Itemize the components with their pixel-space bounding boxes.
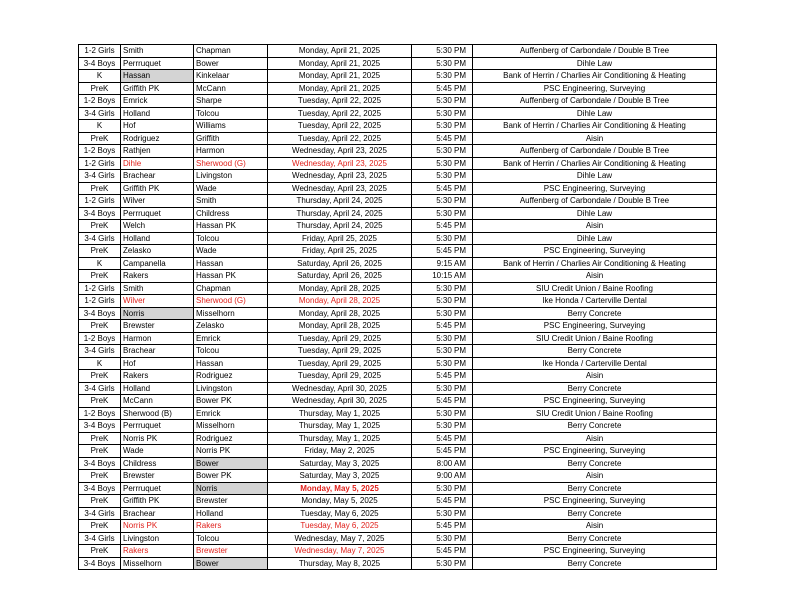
time-cell: 5:30 PM bbox=[412, 232, 473, 245]
date-cell: Tuesday, April 22, 2025 bbox=[268, 107, 412, 120]
home-team-cell: Misselhorn bbox=[121, 557, 194, 570]
away-team-cell: Williams bbox=[194, 120, 268, 133]
date-cell: Wednesday, April 23, 2025 bbox=[268, 170, 412, 183]
sponsor-cell: Aisin bbox=[473, 270, 717, 283]
sponsor-cell: Berry Concrete bbox=[473, 507, 717, 520]
date-cell: Tuesday, May 6, 2025 bbox=[268, 520, 412, 533]
date-cell: Thursday, April 24, 2025 bbox=[268, 195, 412, 208]
sponsor-cell: Berry Concrete bbox=[473, 532, 717, 545]
division-cell: 1-2 Girls bbox=[79, 295, 121, 308]
away-team-cell: Harmon bbox=[194, 145, 268, 158]
date-cell: Wednesday, April 23, 2025 bbox=[268, 182, 412, 195]
away-team-cell: Tolcou bbox=[194, 232, 268, 245]
division-cell: PreK bbox=[79, 432, 121, 445]
sponsor-cell: PSC Engineering, Surveying bbox=[473, 545, 717, 558]
home-team-cell: McCann bbox=[121, 395, 194, 408]
division-cell: 3-4 Girls bbox=[79, 507, 121, 520]
sponsor-cell: Bank of Herrin / Charlies Air Conditioning & Heating bbox=[473, 157, 717, 170]
sponsor-cell: Auffenberg of Carbondale / Double B Tree bbox=[473, 145, 717, 158]
date-cell: Monday, April 21, 2025 bbox=[268, 57, 412, 70]
table-row bbox=[79, 307, 717, 320]
table-row bbox=[79, 45, 717, 58]
table-row bbox=[79, 545, 717, 558]
time-cell: 5:45 PM bbox=[412, 432, 473, 445]
division-cell: 3-4 Girls bbox=[79, 170, 121, 183]
table-row bbox=[79, 207, 717, 220]
sponsor-cell: PSC Engineering, Surveying bbox=[473, 82, 717, 95]
away-team-cell: Rodriguez bbox=[194, 432, 268, 445]
division-cell: K bbox=[79, 120, 121, 133]
date-cell: Tuesday, April 22, 2025 bbox=[268, 95, 412, 108]
home-team-cell: Rakers bbox=[121, 370, 194, 383]
table-row bbox=[79, 395, 717, 408]
home-team-cell: Holland bbox=[121, 232, 194, 245]
away-team-cell: Hassan PK bbox=[194, 220, 268, 233]
sponsor-cell: Ike Honda / Carterville Dental bbox=[473, 357, 717, 370]
sponsor-cell: Berry Concrete bbox=[473, 307, 717, 320]
date-cell: Wednesday, April 30, 2025 bbox=[268, 395, 412, 408]
away-team-cell: Sherwood (G) bbox=[194, 157, 268, 170]
time-cell: 5:30 PM bbox=[412, 207, 473, 220]
home-team-cell: Rakers bbox=[121, 270, 194, 283]
home-team-cell: Perrruquet bbox=[121, 482, 194, 495]
date-cell: Wednesday, May 7, 2025 bbox=[268, 545, 412, 558]
sponsor-cell: PSC Engineering, Surveying bbox=[473, 245, 717, 258]
time-cell: 5:30 PM bbox=[412, 345, 473, 358]
time-cell: 5:30 PM bbox=[412, 382, 473, 395]
date-cell: Wednesday, April 23, 2025 bbox=[268, 157, 412, 170]
time-cell: 5:30 PM bbox=[412, 170, 473, 183]
division-cell: K bbox=[79, 357, 121, 370]
away-team-cell: Sharpe bbox=[194, 95, 268, 108]
table-row bbox=[79, 345, 717, 358]
division-cell: 3-4 Boys bbox=[79, 207, 121, 220]
time-cell: 5:45 PM bbox=[412, 182, 473, 195]
division-cell: 3-4 Girls bbox=[79, 232, 121, 245]
away-team-cell: Rakers bbox=[194, 520, 268, 533]
sponsor-cell: Berry Concrete bbox=[473, 557, 717, 570]
division-cell: 3-4 Boys bbox=[79, 307, 121, 320]
sponsor-cell: Auffenberg of Carbondale / Double B Tree bbox=[473, 95, 717, 108]
division-cell: 3-4 Boys bbox=[79, 57, 121, 70]
division-cell: 1-2 Boys bbox=[79, 332, 121, 345]
time-cell: 5:45 PM bbox=[412, 320, 473, 333]
sponsor-cell: Aisin bbox=[473, 370, 717, 383]
home-team-cell: Childress bbox=[121, 457, 194, 470]
sponsor-cell: PSC Engineering, Surveying bbox=[473, 182, 717, 195]
home-team-cell: Rathjen bbox=[121, 145, 194, 158]
away-team-cell: Wade bbox=[194, 245, 268, 258]
table-row bbox=[79, 357, 717, 370]
table-row bbox=[79, 445, 717, 458]
table-row bbox=[79, 120, 717, 133]
division-cell: 1-2 Girls bbox=[79, 157, 121, 170]
away-team-cell: Childress bbox=[194, 207, 268, 220]
home-team-cell: Brachear bbox=[121, 170, 194, 183]
division-cell: PreK bbox=[79, 545, 121, 558]
division-cell: 3-4 Boys bbox=[79, 420, 121, 433]
sponsor-cell: SIU Credit Union / Baine Roofing bbox=[473, 407, 717, 420]
time-cell: 5:30 PM bbox=[412, 420, 473, 433]
date-cell: Thursday, May 1, 2025 bbox=[268, 432, 412, 445]
division-cell: 1-2 Boys bbox=[79, 407, 121, 420]
time-cell: 5:45 PM bbox=[412, 445, 473, 458]
time-cell: 5:45 PM bbox=[412, 220, 473, 233]
home-team-cell: Wilver bbox=[121, 295, 194, 308]
table-row bbox=[79, 482, 717, 495]
sponsor-cell: SIU Credit Union / Baine Roofing bbox=[473, 282, 717, 295]
division-cell: 1-2 Girls bbox=[79, 282, 121, 295]
sponsor-cell: Ike Honda / Carterville Dental bbox=[473, 295, 717, 308]
table-row bbox=[79, 420, 717, 433]
sponsor-cell: PSC Engineering, Surveying bbox=[473, 445, 717, 458]
home-team-cell: Brachear bbox=[121, 345, 194, 358]
sponsor-cell: PSC Engineering, Surveying bbox=[473, 495, 717, 508]
time-cell: 5:45 PM bbox=[412, 245, 473, 258]
table-row bbox=[79, 332, 717, 345]
sponsor-cell: Berry Concrete bbox=[473, 482, 717, 495]
away-team-cell: Norris bbox=[194, 482, 268, 495]
table-row bbox=[79, 457, 717, 470]
table-row bbox=[79, 107, 717, 120]
away-team-cell: Livingston bbox=[194, 382, 268, 395]
division-cell: PreK bbox=[79, 370, 121, 383]
division-cell: K bbox=[79, 70, 121, 83]
table-row bbox=[79, 382, 717, 395]
time-cell: 5:30 PM bbox=[412, 107, 473, 120]
time-cell: 8:00 AM bbox=[412, 457, 473, 470]
time-cell: 5:30 PM bbox=[412, 70, 473, 83]
home-team-cell: Zelasko bbox=[121, 245, 194, 258]
table-row bbox=[79, 57, 717, 70]
division-cell: PreK bbox=[79, 495, 121, 508]
away-team-cell: Kinkelaar bbox=[194, 70, 268, 83]
home-team-cell: Griffith PK bbox=[121, 82, 194, 95]
time-cell: 5:30 PM bbox=[412, 282, 473, 295]
table-row bbox=[79, 432, 717, 445]
sponsor-cell: Berry Concrete bbox=[473, 382, 717, 395]
division-cell: PreK bbox=[79, 445, 121, 458]
away-team-cell: Brewster bbox=[194, 495, 268, 508]
home-team-cell: Dihle bbox=[121, 157, 194, 170]
table-row bbox=[79, 257, 717, 270]
date-cell: Monday, April 28, 2025 bbox=[268, 295, 412, 308]
division-cell: 3-4 Boys bbox=[79, 557, 121, 570]
table-row bbox=[79, 495, 717, 508]
home-team-cell: Perrruquet bbox=[121, 420, 194, 433]
away-team-cell: Wade bbox=[194, 182, 268, 195]
home-team-cell: Rodriguez bbox=[121, 132, 194, 145]
sponsor-cell: Dihle Law bbox=[473, 232, 717, 245]
home-team-cell: Welch bbox=[121, 220, 194, 233]
division-cell: PreK bbox=[79, 182, 121, 195]
division-cell: 1-2 Girls bbox=[79, 45, 121, 58]
away-team-cell: Holland bbox=[194, 507, 268, 520]
table-row bbox=[79, 270, 717, 283]
division-cell: PreK bbox=[79, 270, 121, 283]
time-cell: 5:45 PM bbox=[412, 395, 473, 408]
date-cell: Monday, April 21, 2025 bbox=[268, 70, 412, 83]
table-row bbox=[79, 370, 717, 383]
date-cell: Monday, April 21, 2025 bbox=[268, 82, 412, 95]
table-row bbox=[79, 320, 717, 333]
home-team-cell: Norris PK bbox=[121, 520, 194, 533]
time-cell: 5:45 PM bbox=[412, 495, 473, 508]
division-cell: PreK bbox=[79, 132, 121, 145]
table-row bbox=[79, 132, 717, 145]
sponsor-cell: Dihle Law bbox=[473, 57, 717, 70]
away-team-cell: Hassan bbox=[194, 357, 268, 370]
time-cell: 5:30 PM bbox=[412, 120, 473, 133]
time-cell: 5:30 PM bbox=[412, 145, 473, 158]
home-team-cell: Norris PK bbox=[121, 432, 194, 445]
date-cell: Monday, April 21, 2025 bbox=[268, 45, 412, 58]
sponsor-cell: Bank of Herrin / Charlies Air Conditioning & Heating bbox=[473, 257, 717, 270]
table-row bbox=[79, 182, 717, 195]
away-team-cell: Chapman bbox=[194, 282, 268, 295]
table-row bbox=[79, 145, 717, 158]
division-cell: 1-2 Girls bbox=[79, 195, 121, 208]
sponsor-cell: Aisin bbox=[473, 432, 717, 445]
date-cell: Thursday, May 8, 2025 bbox=[268, 557, 412, 570]
table-row bbox=[79, 95, 717, 108]
division-cell: 3-4 Girls bbox=[79, 107, 121, 120]
division-cell: 3-4 Girls bbox=[79, 345, 121, 358]
date-cell: Thursday, April 24, 2025 bbox=[268, 220, 412, 233]
date-cell: Friday, April 25, 2025 bbox=[268, 232, 412, 245]
time-cell: 5:30 PM bbox=[412, 95, 473, 108]
home-team-cell: Hof bbox=[121, 357, 194, 370]
table-row bbox=[79, 282, 717, 295]
home-team-cell: Brewster bbox=[121, 320, 194, 333]
date-cell: Wednesday, April 23, 2025 bbox=[268, 145, 412, 158]
away-team-cell: Bower bbox=[194, 557, 268, 570]
home-team-cell: Campanella bbox=[121, 257, 194, 270]
home-team-cell: Harmon bbox=[121, 332, 194, 345]
date-cell: Thursday, May 1, 2025 bbox=[268, 420, 412, 433]
date-cell: Monday, April 28, 2025 bbox=[268, 320, 412, 333]
date-cell: Saturday, April 26, 2025 bbox=[268, 270, 412, 283]
sponsor-cell: Auffenberg of Carbondale / Double B Tree bbox=[473, 45, 717, 58]
time-cell: 5:45 PM bbox=[412, 545, 473, 558]
sponsor-cell: Aisin bbox=[473, 132, 717, 145]
table-row bbox=[79, 407, 717, 420]
division-cell: 3-4 Girls bbox=[79, 532, 121, 545]
division-cell: PreK bbox=[79, 320, 121, 333]
away-team-cell: Tolcou bbox=[194, 345, 268, 358]
away-team-cell: Griffith bbox=[194, 132, 268, 145]
date-cell: Monday, April 28, 2025 bbox=[268, 282, 412, 295]
time-cell: 5:30 PM bbox=[412, 407, 473, 420]
away-team-cell: Chapman bbox=[194, 45, 268, 58]
home-team-cell: Perrruquet bbox=[121, 207, 194, 220]
home-team-cell: Griffith PK bbox=[121, 495, 194, 508]
home-team-cell: Smith bbox=[121, 282, 194, 295]
division-cell: PreK bbox=[79, 82, 121, 95]
date-cell: Thursday, April 24, 2025 bbox=[268, 207, 412, 220]
away-team-cell: Bower bbox=[194, 57, 268, 70]
home-team-cell: Hof bbox=[121, 120, 194, 133]
away-team-cell: Bower PK bbox=[194, 395, 268, 408]
away-team-cell: Misselhorn bbox=[194, 307, 268, 320]
home-team-cell: Smith bbox=[121, 45, 194, 58]
date-cell: Tuesday, April 22, 2025 bbox=[268, 120, 412, 133]
home-team-cell: Livingston bbox=[121, 532, 194, 545]
away-team-cell: Hassan bbox=[194, 257, 268, 270]
date-cell: Wednesday, May 7, 2025 bbox=[268, 532, 412, 545]
table-row bbox=[79, 532, 717, 545]
away-team-cell: Emrick bbox=[194, 407, 268, 420]
date-cell: Tuesday, April 22, 2025 bbox=[268, 132, 412, 145]
table-row bbox=[79, 232, 717, 245]
division-cell: 3-4 Girls bbox=[79, 382, 121, 395]
table-row bbox=[79, 70, 717, 83]
time-cell: 5:30 PM bbox=[412, 195, 473, 208]
time-cell: 5:30 PM bbox=[412, 482, 473, 495]
home-team-cell: Brachear bbox=[121, 507, 194, 520]
home-team-cell: Holland bbox=[121, 107, 194, 120]
time-cell: 5:30 PM bbox=[412, 532, 473, 545]
date-cell: Monday, May 5, 2025 bbox=[268, 482, 412, 495]
division-cell: 3-4 Boys bbox=[79, 457, 121, 470]
time-cell: 5:30 PM bbox=[412, 332, 473, 345]
away-team-cell: Sherwood (G) bbox=[194, 295, 268, 308]
sponsor-cell: PSC Engineering, Surveying bbox=[473, 395, 717, 408]
time-cell: 5:45 PM bbox=[412, 132, 473, 145]
table-row bbox=[79, 220, 717, 233]
time-cell: 10:15 AM bbox=[412, 270, 473, 283]
division-cell: PreK bbox=[79, 470, 121, 483]
sponsor-cell: Bank of Herrin / Charlies Air Conditioning & Heating bbox=[473, 70, 717, 83]
sponsor-cell: Auffenberg of Carbondale / Double B Tree bbox=[473, 195, 717, 208]
sponsor-cell: Berry Concrete bbox=[473, 345, 717, 358]
date-cell: Friday, April 25, 2025 bbox=[268, 245, 412, 258]
sponsor-cell: PSC Engineering, Surveying bbox=[473, 320, 717, 333]
time-cell: 5:30 PM bbox=[412, 295, 473, 308]
away-team-cell: Zelasko bbox=[194, 320, 268, 333]
home-team-cell: Emrick bbox=[121, 95, 194, 108]
sponsor-cell: Dihle Law bbox=[473, 107, 717, 120]
home-team-cell: Sherwood (B) bbox=[121, 407, 194, 420]
time-cell: 5:30 PM bbox=[412, 357, 473, 370]
home-team-cell: Norris bbox=[121, 307, 194, 320]
time-cell: 5:30 PM bbox=[412, 307, 473, 320]
division-cell: PreK bbox=[79, 220, 121, 233]
away-team-cell: Brewster bbox=[194, 545, 268, 558]
home-team-cell: Wade bbox=[121, 445, 194, 458]
time-cell: 9:00 AM bbox=[412, 470, 473, 483]
away-team-cell: Norris PK bbox=[194, 445, 268, 458]
date-cell: Saturday, May 3, 2025 bbox=[268, 457, 412, 470]
date-cell: Thursday, May 1, 2025 bbox=[268, 407, 412, 420]
sponsor-cell: Bank of Herrin / Charlies Air Conditioning & Heating bbox=[473, 120, 717, 133]
away-team-cell: McCann bbox=[194, 82, 268, 95]
time-cell: 5:30 PM bbox=[412, 57, 473, 70]
away-team-cell: Rodriguez bbox=[194, 370, 268, 383]
away-team-cell: Emrick bbox=[194, 332, 268, 345]
home-team-cell: Griffith PK bbox=[121, 182, 194, 195]
home-team-cell: Perrruquet bbox=[121, 57, 194, 70]
time-cell: 9:15 AM bbox=[412, 257, 473, 270]
time-cell: 5:30 PM bbox=[412, 157, 473, 170]
time-cell: 5:45 PM bbox=[412, 520, 473, 533]
home-team-cell: Holland bbox=[121, 382, 194, 395]
table-row bbox=[79, 557, 717, 570]
sponsor-cell: Aisin bbox=[473, 520, 717, 533]
table-row bbox=[79, 245, 717, 258]
away-team-cell: Bower bbox=[194, 457, 268, 470]
sponsor-cell: Berry Concrete bbox=[473, 420, 717, 433]
schedule-table bbox=[78, 44, 717, 570]
table-row bbox=[79, 520, 717, 533]
time-cell: 5:30 PM bbox=[412, 557, 473, 570]
home-team-cell: Brewster bbox=[121, 470, 194, 483]
sponsor-cell: SIU Credit Union / Baine Roofing bbox=[473, 332, 717, 345]
table-row bbox=[79, 295, 717, 308]
time-cell: 5:30 PM bbox=[412, 45, 473, 58]
division-cell: 3-4 Boys bbox=[79, 482, 121, 495]
table-row bbox=[79, 157, 717, 170]
date-cell: Tuesday, April 29, 2025 bbox=[268, 345, 412, 358]
away-team-cell: Misselhorn bbox=[194, 420, 268, 433]
away-team-cell: Hassan PK bbox=[194, 270, 268, 283]
date-cell: Tuesday, May 6, 2025 bbox=[268, 507, 412, 520]
time-cell: 5:45 PM bbox=[412, 82, 473, 95]
division-cell: 1-2 Boys bbox=[79, 95, 121, 108]
division-cell: K bbox=[79, 257, 121, 270]
date-cell: Saturday, April 26, 2025 bbox=[268, 257, 412, 270]
division-cell: PreK bbox=[79, 395, 121, 408]
away-team-cell: Tolcou bbox=[194, 532, 268, 545]
home-team-cell: Wilver bbox=[121, 195, 194, 208]
away-team-cell: Bower PK bbox=[194, 470, 268, 483]
table-row bbox=[79, 470, 717, 483]
sponsor-cell: Aisin bbox=[473, 470, 717, 483]
date-cell: Tuesday, April 29, 2025 bbox=[268, 357, 412, 370]
schedule-body bbox=[79, 45, 717, 570]
date-cell: Monday, April 28, 2025 bbox=[268, 307, 412, 320]
date-cell: Tuesday, April 29, 2025 bbox=[268, 370, 412, 383]
date-cell: Friday, May 2, 2025 bbox=[268, 445, 412, 458]
time-cell: 5:45 PM bbox=[412, 370, 473, 383]
sponsor-cell: Dihle Law bbox=[473, 170, 717, 183]
sponsor-cell: Berry Concrete bbox=[473, 457, 717, 470]
division-cell: PreK bbox=[79, 245, 121, 258]
time-cell: 5:30 PM bbox=[412, 507, 473, 520]
away-team-cell: Smith bbox=[194, 195, 268, 208]
home-team-cell: Rakers bbox=[121, 545, 194, 558]
sponsor-cell: Dihle Law bbox=[473, 207, 717, 220]
sponsor-cell: Aisin bbox=[473, 220, 717, 233]
away-team-cell: Tolcou bbox=[194, 107, 268, 120]
table-row bbox=[79, 195, 717, 208]
table-row bbox=[79, 82, 717, 95]
date-cell: Monday, May 5, 2025 bbox=[268, 495, 412, 508]
table-row bbox=[79, 507, 717, 520]
home-team-cell: Hassan bbox=[121, 70, 194, 83]
table-row bbox=[79, 170, 717, 183]
division-cell: 1-2 Boys bbox=[79, 145, 121, 158]
date-cell: Wednesday, April 30, 2025 bbox=[268, 382, 412, 395]
division-cell: PreK bbox=[79, 520, 121, 533]
date-cell: Tuesday, April 29, 2025 bbox=[268, 332, 412, 345]
away-team-cell: Livingston bbox=[194, 170, 268, 183]
date-cell: Saturday, May 3, 2025 bbox=[268, 470, 412, 483]
